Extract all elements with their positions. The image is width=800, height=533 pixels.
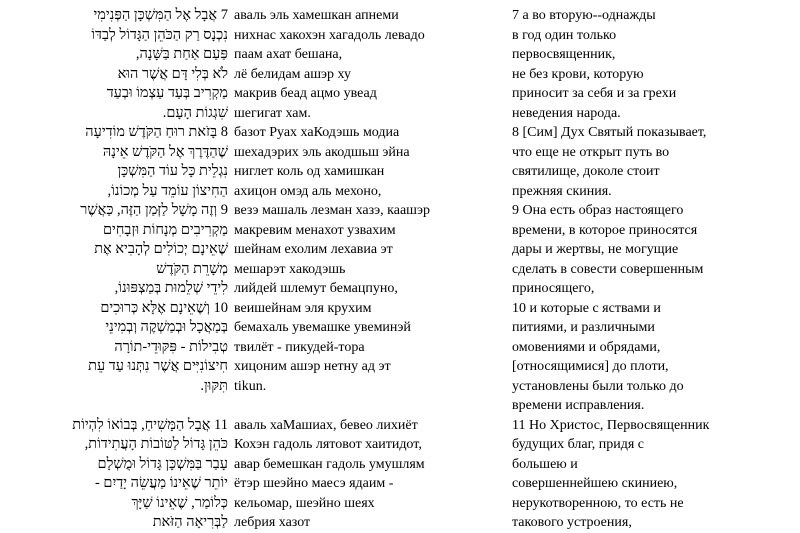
transliteration-text-line: базот Руах хаКодэшь модиа	[234, 125, 400, 140]
hebrew-text-line: לַבְּרִיאָה הַזֹּאת	[152, 514, 228, 530]
russian-text-line: будущих благ, придя с	[512, 437, 645, 452]
russian-column	[512, 6, 798, 533]
transliteration-text-line: макрив беад ацмо увеад	[234, 86, 377, 101]
transliteration-text-line: аваль эль хамешкан апнеми	[234, 8, 399, 23]
hebrew-text-line: טְבִילוֹת - פִּקּוּדֵי-תוֹרָה	[114, 338, 228, 355]
transliteration-text-line: твилёт - пикудей-тора	[234, 339, 365, 355]
hebrew-text-line: הַחִיצוֹן עוֹמֵד עַל מְכוֹנוֹ,	[107, 182, 228, 199]
russian-text-line: такового устроения,	[512, 515, 632, 530]
russian-text-line: [относящимися] до плоти,	[512, 359, 669, 374]
russian-text-line: питиями, и различными	[512, 320, 655, 335]
hebrew-text-line: כֹּהֵן גָּדוֹל לַטּוֹבוֹת הָעֲתִידוֹת,	[84, 436, 228, 452]
russian-text-line: 7 а во вторую--однажды	[512, 8, 656, 23]
hebrew-text-line: כְּלוֹמַר, שֶׁאֵינוֹ שַׁיָּךְ	[131, 494, 228, 511]
russian-text-line: 8 [Сим] Дух Святый показывает,	[512, 125, 707, 140]
hebrew-text-line: נִכְנָס רַק הַכֹּהֵן הַגָּדוֹל לְבַדּוֹ	[91, 26, 228, 43]
hebrew-text-line: לֹא בְּלִי דָּם אֲשֶׁר הוּא	[117, 65, 228, 82]
blank-line	[234, 396, 484, 416]
transliteration-text-line: паам ахат бешана,	[234, 47, 343, 62]
hebrew-text-line: 7 אֲבָל אֶל הַמִּשְׁכָּן הַפְּנִימִי	[93, 7, 228, 23]
hebrew-text-line: 8 בָּזֹאת רוּחַ הַקֹּדֶשׁ מוֹדִיעָה	[85, 124, 228, 140]
hebrew-text-line: מַקְרִיבִים מְנָחוֹת וּזְבָחִים	[103, 221, 228, 238]
transliteration-text-line: Кохэн гадоль лятовот хаитидот,	[234, 437, 422, 452]
transliteration-text-line: нихнас хакохэн хагадоль левадо	[234, 27, 425, 43]
russian-text-line: нерукотворенною, то есть не	[512, 495, 684, 511]
transliteration-text-line: ниглет коль од хамишкан	[234, 164, 385, 179]
hebrew-text-line: תִּקּוּן.	[200, 377, 228, 394]
transliteration-text-line: везэ машаль лезман хазэ, каашэр	[234, 203, 430, 218]
hebrew-text-line: בְּמַאֲכָל וּבְמַשְׁקֶה וְבְמִינֵי	[105, 319, 228, 335]
transliteration-text-line: лё белидам ашэр ху	[234, 66, 351, 82]
transliteration-text-line: аваль хаМашиах, бевео лихиёт	[234, 417, 418, 433]
russian-text-line: неведения народа.	[512, 105, 621, 121]
transliteration-text-line: шегигат хам.	[234, 105, 311, 121]
russian-text-line: прежняя скиния.	[512, 183, 612, 199]
russian-text-line: совершеннейшею скиниею,	[512, 476, 678, 491]
transliteration-text-line: шехадэрих эль акодшьш эйна	[234, 144, 410, 160]
hebrew-text-line: שֶׁאֵינָם יְכוֹלִים לְהָבִיא אֶת	[94, 241, 228, 257]
russian-text-line: омовениями и обрядами,	[512, 339, 661, 355]
hebrew-text-line: מְשָׁרֵת הַקֹּדֶשׁ	[156, 260, 228, 277]
hebrew-text-line: עָבַר בַּמִּשְׁכָּן גָּדוֹל וּמֻשְׁלָם	[97, 455, 228, 472]
transliteration-text-line: авар бемешкан гадоль умушлям	[234, 456, 425, 472]
russian-text-line: не без крови, которую	[512, 66, 644, 82]
hebrew-text-line: לִידֵי שְׁלֵמוּת בְּמַצְפּוּנוֹ,	[114, 280, 228, 296]
hebrew-text-line: נִגְלֵית כָּל עוֹד הַמִּשְׁכָּן	[117, 163, 228, 179]
russian-text-line: 10 и которые с яствами и	[512, 300, 661, 316]
hebrew-text-line: שֶׁהַדֶּרֶךְ אֶל הַקֹּדֶשׁ אֵינָהּ	[102, 143, 228, 160]
hebrew-text-line: שִׁגְגוֹת הָעָם.	[162, 104, 228, 121]
russian-text-line: большею и	[512, 456, 578, 472]
hebrew-text-line: 10 וְשֶׁאֵינָם אֶלָּא כְּרוּכִים	[100, 299, 228, 316]
russian-text-line: времени исправления.	[512, 398, 645, 413]
blank-line	[90, 396, 228, 416]
transliteration-text-line: ахицон омэд аль мехоно,	[234, 183, 382, 199]
transliteration-text-line: лийдей шлемут бемацпуно,	[234, 281, 398, 296]
russian-text-line: 11 Но Христос, Первосвященник	[512, 417, 710, 433]
transliteration-text-line: шейнам ехолим лехавиа эт	[234, 242, 393, 257]
russian-text-line: святилище, доколе стоит	[512, 164, 660, 179]
transliteration-text-line: tikun.	[234, 378, 267, 394]
russian-text-line: приносит за себя и за грехи	[512, 86, 677, 101]
hebrew-column	[72, 6, 228, 533]
hebrew-text-line: מַקְרִיב בְּעַד עַצְמוֹ וּבְעַד	[106, 85, 228, 101]
russian-text-line: дары и жертвы, не могущие	[512, 242, 679, 257]
hebrew-text-line: פַּעַם אַחַת בַּשָּׁנָה,	[135, 46, 228, 62]
transliteration-column	[234, 6, 484, 533]
transliteration-text-line: ётэр шеэйно маесэ ядаим -	[234, 476, 394, 491]
transliteration-text-line: мешарэт хакодэшь	[234, 261, 346, 277]
transliteration-text-line: макревим менахот узвахим	[234, 222, 396, 238]
hebrew-text-line: חִיצוֹנִיִּים אֲשֶׁר נִתְּנוּ עַד עֵת	[88, 358, 228, 374]
russian-text-line: сделать в совести совершенным	[512, 261, 704, 277]
transliteration-text-line: бемахаль увемашке увеминэй	[234, 320, 411, 335]
russian-text-line: времени, в которое приносятся	[512, 222, 698, 238]
hebrew-text-line: 11 אֲבָל הַמָּשִׁיחַ, בְּבוֹאוֹ לִהְיוֹת	[72, 416, 228, 433]
russian-text-line: установлены были только до	[512, 378, 684, 394]
russian-text-line: что еще не открыт путь во	[512, 144, 670, 160]
hebrew-text-line: יוֹתֵר שֶׁאֵינוֹ מַעֲשֵׂה יָדַיִם -	[94, 475, 228, 491]
transliteration-text-line: кельомар, шеэйно шеях	[234, 495, 375, 511]
russian-text-line: приносящего,	[512, 281, 595, 296]
hebrew-text-line: 9 וְזֶה מָשָׁל לַזְּמַן הַזֶּה, כַּאֲשֶׁר	[80, 202, 228, 218]
transliteration-text-line: хицоним ашэр нетну ад эт	[234, 359, 391, 374]
transliteration-text-line: веишейнам эля крухим	[234, 300, 372, 316]
transliteration-text-line: лебрия хазот	[234, 515, 311, 530]
russian-text-line: первосвященник,	[512, 47, 616, 62]
russian-text-line: в год один только	[512, 27, 617, 43]
russian-text-line: 9 Она есть образ настоящего	[512, 203, 684, 218]
